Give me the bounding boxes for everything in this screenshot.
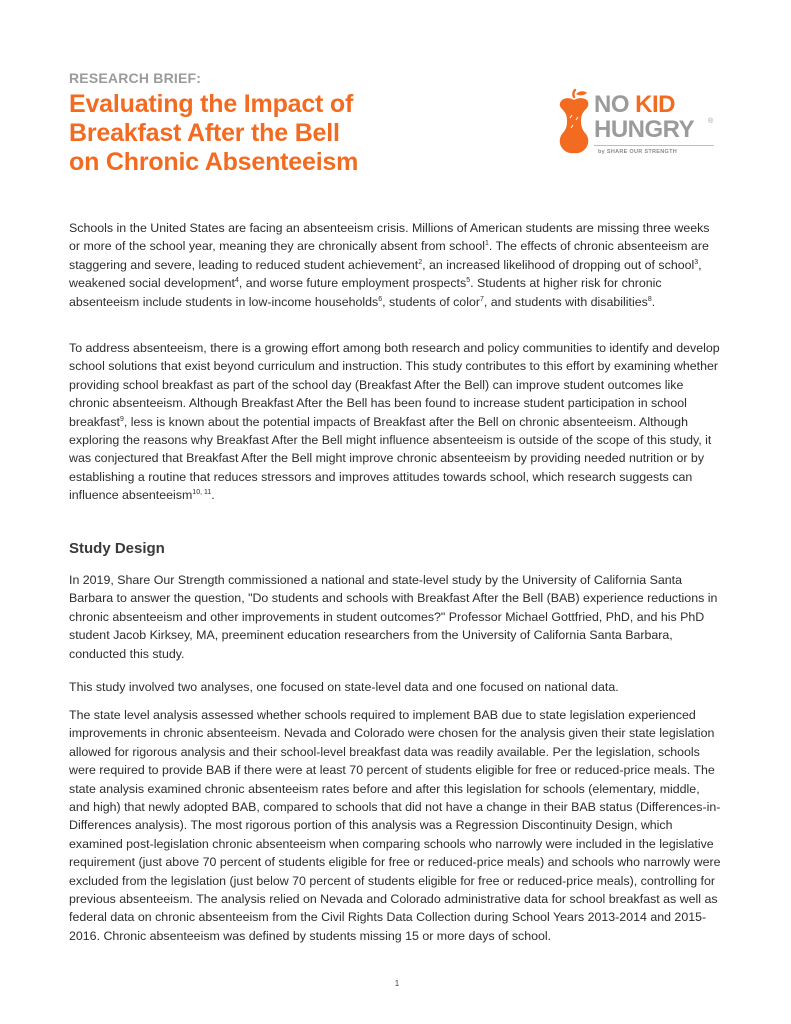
footnote-ref: 7 bbox=[479, 295, 484, 303]
text-run: To address absenteeism, there is a growing effort among both research and policy communities to identify and develop school solutions that exist beyond curriculum and instruction. This study contributes to this effort by examining whether providing school breakfast as part of the school day (Breakfast After the Bell) can improve student outcomes like chronic absenteeism. Although Breakfast After the Bell has been found to increase student participation in school breakfast bbox=[69, 341, 720, 429]
text-run: , less is known about the potential impacts of Breakfast after the Bell on chronic absenteeism. Although exploring the reasons why Breakfast After the Bell might influence absenteeism is outside of the scope of this study, it was conjectured that Breakfast After the Bell might improve chronic absenteeism by providing needed nutrition or by establishing a routine that reduces stressors and improves attitudes towards school, which research suggests can influence absenteeism bbox=[69, 414, 712, 503]
research-brief-label: RESEARCH BRIEF: bbox=[69, 70, 202, 86]
text-run: , and worse future employment prospects bbox=[238, 276, 467, 291]
logo-tagline: by SHARE OUR STRENGTH bbox=[598, 149, 678, 155]
no-kid-hungry-logo bbox=[556, 88, 726, 162]
intro-paragraph-1 bbox=[69, 219, 721, 311]
text-run: , students of color bbox=[382, 294, 480, 309]
title-line: on Chronic Absenteeism bbox=[69, 148, 359, 176]
text-run: , weakened social development bbox=[69, 257, 702, 291]
study-design-paragraph-3: The state level analysis assessed whether schools required to implement BAB due to state legislation experienced improvements in chronic absenteeism. Nevada and Colorado were chosen for the analysis given their state legislation allowed for rigorous analysis and their school-level breakfast data was readily available. Per the legislation, schools were required to provide BAB if there were at least 70 percent of students eligible for free or reduced-price meals. The state analysis examined chronic absenteeism rates before and after this legislation for schools (elementary, middle, and high) that newly adopted BAB, compared to schools that did not have a change in their BAB status (Differences-in-Differences analysis). The most rigorous portion of this analysis was a Regression Discontinuity Design, which examined post-legislation chronic absenteeism when comparing schools who narrowly were included in the legislative requirement (just above 70 percent of students eligible for free or reduced-price meals) and schools who narrowly were excluded from the legislation (just below 70 percent of students eligible for free or reduced-price meals), controlling for previous absenteeism. The analysis relied on Nevada and Colorado administrative data for school breakfast as well as federal data on chronic absenteeism from the Civil Rights Data Collection during School Years 2013-2014 and 2015-2016. Chronic absenteeism was defined by students missing 15 or more days of school. bbox=[69, 708, 721, 943]
logo-divider bbox=[594, 145, 714, 146]
footnote-ref: 9 bbox=[119, 415, 124, 423]
page-number: 1 bbox=[394, 979, 400, 988]
apple-core-icon bbox=[556, 88, 592, 158]
text-run: . bbox=[651, 294, 656, 309]
footnote-ref: 8 bbox=[647, 295, 652, 303]
text-run: . The effects of chronic absenteeism are staggering and severe, leading to reduced student achievement bbox=[69, 239, 709, 272]
text-run: Schools in the United States are facing an absenteeism crisis. Millions of American students are missing three weeks or more of the school year, meaning they are chronically absent from school bbox=[69, 221, 710, 254]
logo-wordmark-top bbox=[594, 92, 675, 118]
footnote-ref: 5 bbox=[466, 277, 471, 285]
footnote-ref: 6 bbox=[378, 295, 383, 303]
study-design-paragraph-2: This study involved two analyses, one focused on state-level data and one focused on national data. bbox=[69, 680, 619, 694]
logo-word-kid: KID bbox=[635, 91, 676, 118]
footnote-ref: 10, 11 bbox=[192, 489, 212, 497]
intro-paragraph-2 bbox=[69, 339, 721, 505]
registered-mark: ® bbox=[708, 118, 714, 125]
study-design-paragraph-1: In 2019, Share Our Strength commissioned a national and state-level study by the University of California Santa Barbara to answer the question, "Do students and schools with Breakfast After the Bell (BAB) experience reductions in chronic absenteeism and other improvements in student outcomes?" Professor Michael Gottfried, PhD, and his PhD student Jacob Kirksey, MA, preeminent education researchers from the University of California Santa Barbara, conducted this study. bbox=[69, 573, 718, 661]
section-heading-study-design: Study Design bbox=[69, 540, 165, 557]
text-run: , an increased likelihood of dropping out of school bbox=[422, 257, 695, 272]
document-title bbox=[69, 90, 429, 177]
text-run: . Students at higher risk for chronic absenteeism include students in low-income households bbox=[69, 276, 662, 309]
footnote-ref: 3 bbox=[694, 258, 699, 266]
logo-word-hungry: HUNGRY bbox=[594, 116, 695, 143]
text-run: . bbox=[211, 488, 215, 503]
footnote-ref: 4 bbox=[235, 277, 239, 285]
title-line: Evaluating the Impact of bbox=[69, 90, 354, 118]
footnote-ref: 1 bbox=[485, 240, 489, 248]
title-line: Breakfast After the Bell bbox=[69, 119, 340, 147]
logo-word-no: NO bbox=[594, 91, 629, 118]
footnote-ref: 2 bbox=[418, 258, 423, 266]
text-run: , and students with disabilities bbox=[483, 294, 648, 309]
